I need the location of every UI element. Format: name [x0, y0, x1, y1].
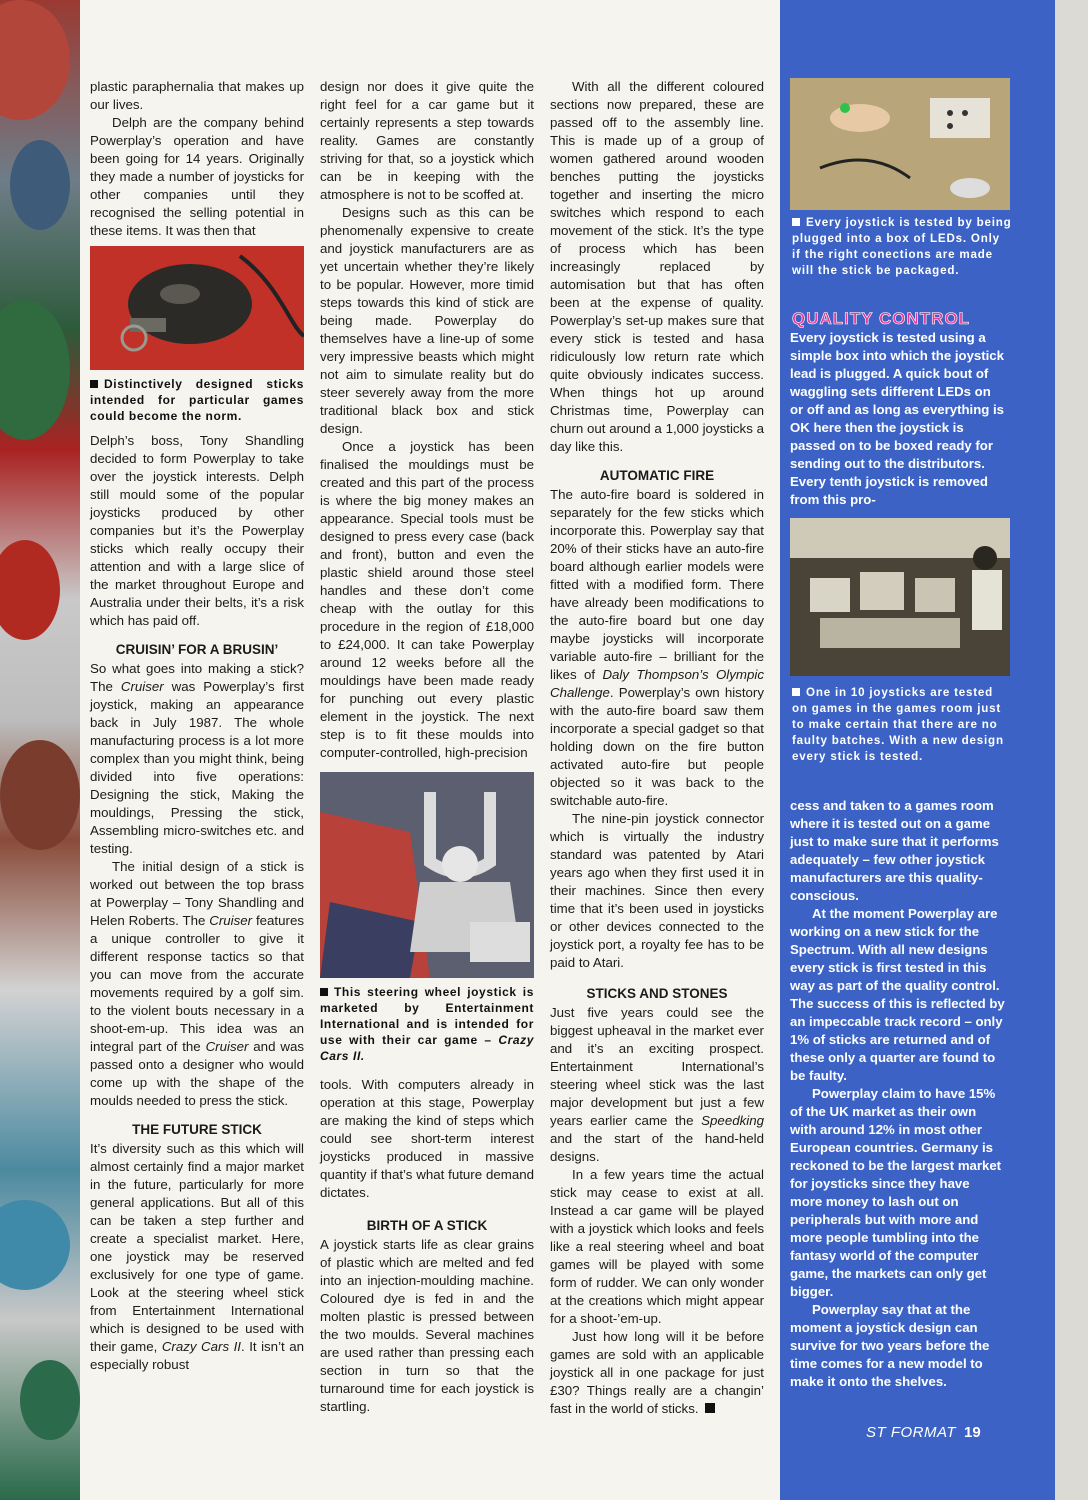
paragraph: With all the different coloured sections now prepared, these are passed off to the assembly line. This is made up of a group of women gathered around wooden benches putting the joysticks together and inserting the micro switches which respond to each movement of the stick. It’s the type of process which has been increasingly replaced by automisation but that has often been at the expense of quality. Powerplay’s set-up makes sure that every stick is tested and hasa ridiculously low return rate which quite obviously indicates success. When things hot up around Christmas time, Powerplay can churn out around a 1,000 joysticks a day like this.	[550, 79, 764, 454]
section-heading: CRUISIN’ FOR A BRUSIN’	[115, 642, 279, 657]
sidebar-text-bottom	[790, 797, 1005, 1391]
paragraph: Delph’s boss, Tony Shandling decided to form Powerplay to take over the joystick interests. Delph still mould some of the popular joysticks produced by other companies but it’s the Powerplay sticks which really occupy their attention and with a large slice of the market throughout Europe and Australia under their belts, it’s a risk which has paid off.	[90, 433, 304, 628]
paragraph: Every joystick is tested using a simple box into which the joystick lead is plugged. A quick bout of waggling sets different LEDs on or off and as long as everything is OK here then the joystick is passed on to be boxed ready for sending out to the distributors. Every tenth joystick is removed from this pro-	[790, 330, 1004, 507]
page-footer	[866, 1424, 981, 1441]
photo-caption: One in 10 joysticks are tested on games in the games room just to make certain that there are no faulty batches. With a new design every stick is tested.	[792, 686, 1004, 763]
steering-wheel-icon	[320, 772, 534, 978]
section-heading: BIRTH OF A STICK	[366, 1218, 488, 1233]
article-column-3	[550, 78, 764, 1418]
end-mark	[705, 1403, 715, 1413]
magazine-name: ST FORMAT	[866, 1424, 957, 1441]
article-column-1	[90, 78, 304, 1374]
grenade-joystick-icon	[90, 246, 304, 370]
page-number: 19	[964, 1424, 981, 1441]
paragraph: tools. With computers already in operation at this stage, Powerplay are making the kind of steps which could see short-term interest joysticks produced in massive quantity if that’s what future demand dictates.	[320, 1077, 534, 1200]
page-edge	[1055, 0, 1088, 1500]
paragraph: The nine-pin joystick connector which is virtually the industry standard was patented by Atari years ago when they first used it in their machines. Since then every time that it’s been used in joysticks or other devices connected to the joystick port, a royalty fee has to be paid to Atari.	[550, 811, 764, 970]
paragraph: design nor does it give quite the right feel for a car game but it certainly represents a step towards reality. Games are constantly striving for that, so a joystick which can be in keeping with the atmosphere is not to be scoffed at.	[320, 79, 534, 202]
paragraph: plastic paraphernalia that makes up our lives.	[90, 79, 304, 112]
led-box-icon	[790, 78, 1010, 210]
article-column-2	[320, 78, 534, 1416]
games-room-photo	[790, 518, 1010, 676]
paragraph: The initial design of a stick is worked out between the top brass at Powerplay – Tony Shandling and Helen Roberts. The Cruiser features a unique controller to give it different response tactics so that you can move from the accurate movements required by a golf sim. to the violent bouts necessary in a shoot-em-up. This idea was an integral part of the Cruiser and was passed onto a designer who would come up with the shape of the moulds needed to press the stick.	[90, 859, 304, 1108]
grenade-joystick-photo	[90, 246, 304, 370]
paragraph: So what goes into making a stick? The Cruiser was Powerplay’s first joystick, making an appearance back in July 1987. The whole manufacturing process is a lot more complex than you might think, being divided into five operations: Designing the stick, Making the mouldings, Pressing the stick, Assembling micro-switches etc. and testing.	[90, 661, 304, 856]
paragraph: A joystick starts life as clear grains of plastic which are melted and fed into an injection-moulding machine. Coloured dye is fed in and the molten plastic is pressed between the two moulds. Several machines are used rather than pressing each section in turn so that the turnaround time for each joystick is startling.	[320, 1237, 534, 1414]
section-heading: STICKS AND STONES	[586, 986, 728, 1001]
paragraph: The auto-fire board is soldered in separately for the few sticks which incorporate this. Powerplay say that 20% of their sticks have an auto-fire board although earlier models were fitted with a modified form. There have already been modifications to the auto-fire board but one day maybe joysticks will incorporate variable auto-fire – brilliant for the likes of Daly Thompson’s Olympic Challenge. Powerplay’s own history with the auto-fire board saw them incorporate a special gadget so that holding down on the fire button activated auto-fire but people objected so it was back to the switchable auto-fire.	[550, 487, 764, 808]
left-edge-photo	[0, 0, 80, 1500]
photo-caption: This steering wheel joystick is marketed by Entertainment International and is intended for use with their car game – Crazy Cars II.	[320, 985, 534, 1063]
section-heading: THE FUTURE STICK	[132, 1122, 262, 1137]
paragraph: It’s diversity such as this which will almost certainly find a major market in the future, particularly for more general applications. But all of this can be taken a step further and create a specialist market. Here, one joystick may be reserved exclusively for one type of game. Look at the steering wheel stick from Entertainment International which is designed to be used with their game, Crazy Cars II. It isn’t an especially robust	[90, 1141, 304, 1372]
photo-caption: Every joystick is tested by being plugged into a box of LEDs. Only if the right conections are made will the stick be packaged.	[792, 216, 1012, 277]
section-heading: AUTOMATIC FIRE	[599, 468, 715, 483]
paragraph: Just five years could see the biggest upheaval in the market ever and it’s an exciting prospect. Entertainment International’s steering wheel stick was the last major development but just a few years earlier came the Speedking and the start of the hand-held designs.	[550, 1005, 764, 1164]
photo-caption: Distinctively designed sticks intended for particular games could become the norm.	[90, 377, 304, 423]
steering-wheel-joystick-photo	[320, 772, 534, 978]
paragraph: Powerplay claim to have 15% of the UK market as their own with around 12% in most other European countries. Germany is reckoned to be the largest market for joysticks since they have more money to lash out on peripherals but with more and more people tumbling into the fantasy world of the computer game, the markets can only get bigger.	[790, 1086, 1002, 1299]
paragraph: Delph are the company behind Powerplay’s operation and have been going for 14 years. Originally they made a number of joysticks for other companies until they recognised the selling potential in these items. It was then that	[90, 115, 304, 238]
paragraph: Once a joystick has been finalised the mouldings must be created and this part of the process is where the big money makes an appearance. Special tools must be designed to press every case (back and front), button and even the plastic shield around those steel handles and these don’t come cheap with the outlay for this procedure in the region of £18,000 to £24,000. It can take Powerplay around 12 weeks before all the mouldings have been made ready for punching out every plastic element in the joystick. The next step is to fit these moulds into computer-controlled, high-precision	[320, 439, 534, 760]
led-test-box-photo	[790, 78, 1010, 210]
paragraph: cess and taken to a games room where it is tested out on a game just to make sure that it performs adequately – few other joystick manufacturers are this quality-conscious.	[790, 798, 999, 903]
paragraph: In a few years time the actual stick may cease to exist at all. Instead a car game will be played with a joystick which looks and feels like a real steering wheel and boat games will be played with some form of rudder. We can only wonder at the creations which might appear for a shoot-’em-up.	[550, 1167, 764, 1326]
sidebar-title: QUALITY CONTROL	[792, 309, 971, 328]
paragraph: At the moment Powerplay are working on a new stick for the Spectrum. With all new designs every stick is first tested in this way as part of the quality control. The success of this is reflected by an impeccable track record – only 1% of sticks are returned and of these only a quarter are found to be faulty.	[790, 906, 1005, 1083]
paragraph: Powerplay say that at the moment a joystick design can survive for two years before the time comes for a new model to make it onto the shelves.	[790, 1302, 990, 1389]
games-room-icon	[790, 518, 1010, 676]
paragraph: Just how long will it be before games are sold with an applicable joystick all in one package for just £30? Things really are a changin’ fast in the world of sticks.	[550, 1329, 764, 1416]
paragraph: Designs such as this can be phenomenally expensive to create and joystick manufacturers are as yet uncertain whether they’re likely to be popular. However, more timid steps towards this kind of stick are being made. Powerplay do themselves have a line-up of some very impressive beasts which might not aim to simulate reality but do steer severely away from the more traditional black box and stick design.	[320, 205, 534, 436]
sidebar-text-top	[790, 329, 1005, 509]
